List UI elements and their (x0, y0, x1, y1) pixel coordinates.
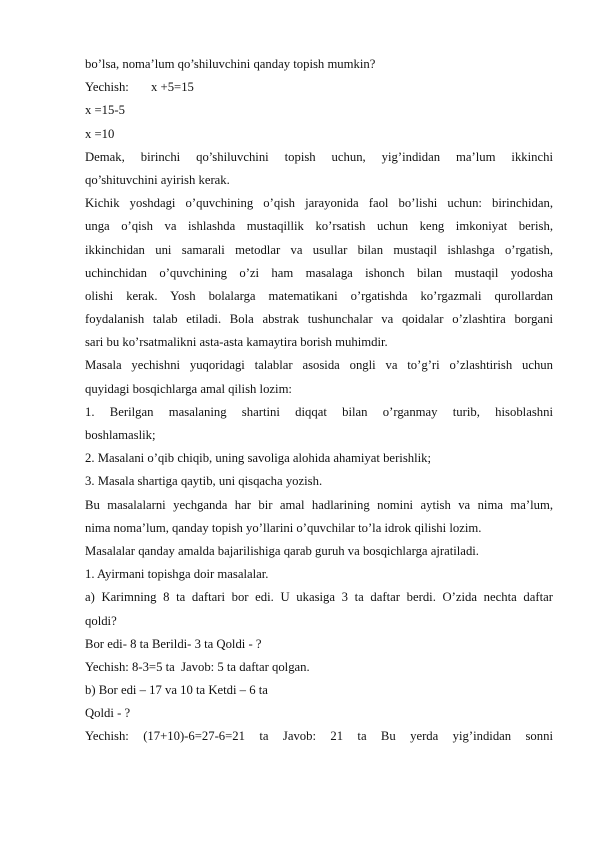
text-line: foydalanish talab etiladi. Bola abstrak tushunchalar va qoidalar o’zlashtira borgani (85, 312, 553, 327)
text-line: olishi kerak. Yosh bolalarga matematikani o’rgatishda ko’rgazmali qurollardan (85, 288, 553, 303)
text-line: 1. Berilgan masalaning shartini diqqat bilan o’rganmay turib, hisoblashni (85, 404, 553, 419)
text-line: x =15-5 (85, 103, 125, 118)
text-line: nima noma’lum, qanday topish yo’llarini o’quvchilar to’la idrok qilishi lozim. (85, 520, 482, 535)
text-line: unga o’qish va ishlashda mustaqillik ko’rsatish uchun keng imkoniyat berish, (85, 219, 553, 234)
text-line: 3. Masala shartiga qaytib, uni qisqacha yozish. (85, 474, 323, 489)
text-line: qoldi? (85, 613, 117, 628)
text-line: bo’lsa, noma’lum qo’shiluvchini qanday topish mumkin? (85, 57, 376, 71)
text-line: Masala yechishni yuqoridagi talablar asosida ongli va to’g’ri o’zlashtirish uchun (85, 358, 553, 373)
text-line: Yechish: 8-3=5 ta Javob: 5 ta daftar qolgan. (85, 659, 310, 674)
text-line: 2. Masalani o’qib chiqib, uning savoliga alohida ahamiyat berishlik; (85, 451, 432, 466)
text-line: Bu masalalarni yechganda har bir amal hadlarining nomini aytish va nima ma’lum, (85, 497, 553, 512)
text-line: a) Karimning 8 ta daftari bor edi. U ukasiga 3 ta daftar berdi. O’zida nechta daftar (85, 590, 553, 605)
text-line: qo’shituvchini ayirish kerak. (85, 172, 230, 187)
text-line: x =10 (85, 126, 115, 141)
text-line: b) Bor edi – 17 va 10 ta Ketdi – 6 ta (85, 683, 268, 698)
text-line: Yechish: (17+10)-6=27-6=21 ta Javob: 21 ta Bu yerda yig’indidan sonni (85, 729, 553, 744)
text-line: quyidagi bosqichlarga amal qilish lozim: (85, 381, 292, 396)
text-line: Bor edi- 8 ta Berildi- 3 ta Qoldi - ? (85, 636, 262, 651)
text-line: 1. Ayirmani topishga doir masalalar. (85, 567, 269, 582)
text-line: Demak, birinchi qo’shiluvchini topish uchun, yig’indidan ma’lum ikkinchi (85, 149, 553, 164)
text-line: Masalalar qanday amalda bajarilishiga qarab guruh va bosqichlarga ajratiladi. (85, 543, 479, 558)
text-line: Kichik yoshdagi o’quvchining o’qish jarayonida faol bo’lishi uchun: birinchidan, (85, 196, 553, 211)
text-line: Qoldi - ? (85, 706, 131, 721)
document-page (85, 53, 553, 749)
text-line: ikkinchidan uni samarali metodlar va usullar bilan mustaqil ishlashga o’rgatish, (85, 242, 553, 257)
text-line: boshlamaslik; (85, 428, 156, 442)
text-line: sari bu ko’rsatmalikni asta-asta kamaytira borish muhimdir. (85, 335, 388, 350)
text-line: uchinchidan o’quvchining o’zi ham masalaga ishonch bilan mustaqil yodosha (85, 265, 553, 280)
text-line: Yechish: x +5=15 (85, 80, 194, 95)
